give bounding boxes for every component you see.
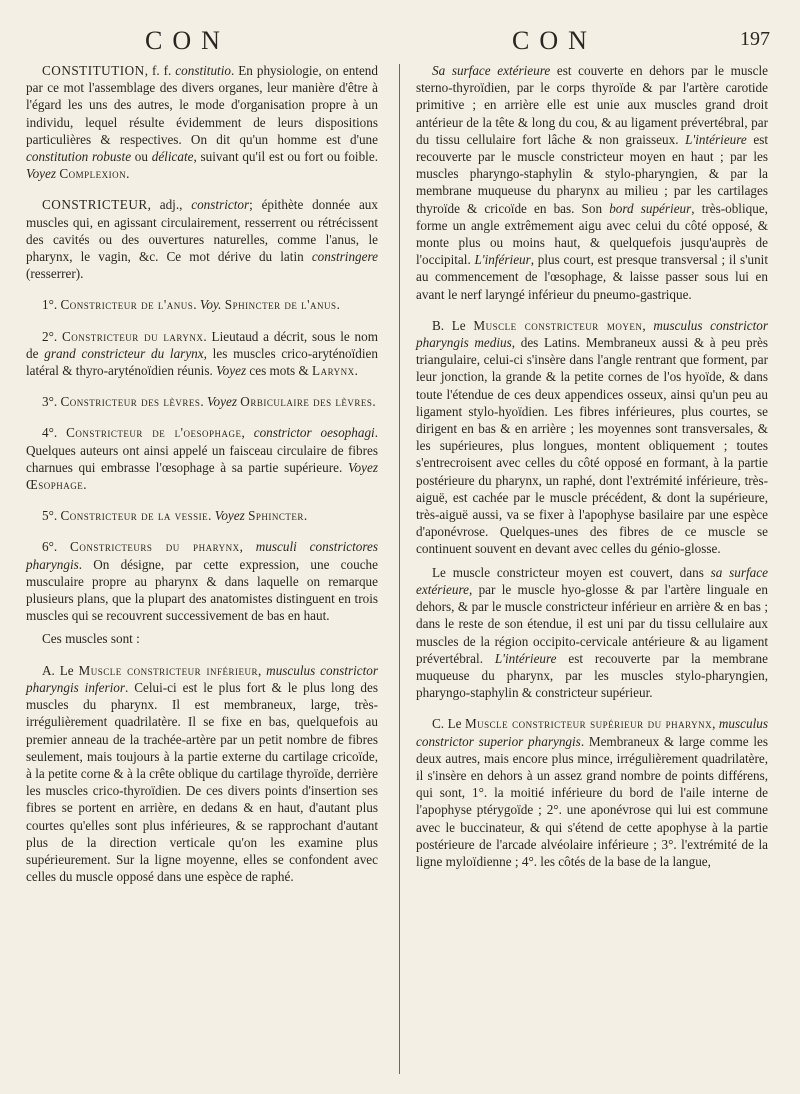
moyen-surfaces: Le muscle constricteur moyen est couvert, dans sa surface extérieure, par le muscle hyo-glosse & par l'artère linguale en dehors, & par le muscle constricteur inférieur en arrière & en bas ; dans le reste de son étendue, il est uni par du tissu cellulaire aux muscles de la région occipito-cervicale antérieure & au ligament prévertébral. L'intérieure est recouverte par la membrane muqueuse du pharynx, par les muscles stylo-pharyngien, pharyngo-staphylin & constricteur supérieur. (416, 564, 768, 701)
column-divider (399, 64, 400, 1074)
entry-constricteur: CONSTRICTEUR, adj., constrictor; épithète donnée aux muscles qui, en agissant circulairement, resserrent ou rétrécissent des cavités ou des ouvertures naturelles, comme l'anus, le pharynx, le vagin, &c. Ce mot dérive du latin constringere (resserrer). (26, 197, 378, 282)
xref-sphincter-anus[interactable]: Sphincter de l'anus (224, 297, 337, 313)
left-column (26, 62, 378, 885)
xref-oesophage[interactable]: Œsophage (26, 477, 84, 493)
inferieur-surfaces: Sa surface extérieure est couverte en dehors par le muscle sterno-thyroïdien, par le corps thyroïde & par l'artère carotide primitive ; en arrière elle est unie aux muscles grand droit antérieur de la tête & long du cou, & au ligament prévertébral, par du tissu cellulaire fort lâche & non graisseux. L'intérieure est recouverte par le muscle constricteur moyen en haut ; par les muscles pharyngo-staphylin & stylo-pharyngien, & par la membrane muqueuse du pharynx au milieu ; par les cartilages thyroïde & cricoïde en bas. Son bord supérieur, très-oblique, forme un angle extrêmement aigu avec celui du côté opposé, & monte plus ou moins haut, & quelquefois jusqu'auprès de l'occipital. L'inférieur, plus court, est presque transversal ; il s'unit au commencement de l'œsophage, & laisse passer sous lui en avant le nerf laryngé inférieur du pneumo-gastrique. (416, 63, 768, 302)
xref-larynx[interactable]: Larynx (312, 363, 355, 379)
xref-sphincter[interactable]: Sphincter (248, 508, 304, 524)
right-column (416, 62, 768, 870)
xref-complexion[interactable]: Complexion (59, 166, 127, 182)
list-intro: Ces muscles sont : (42, 631, 140, 647)
muscle-constricteur-superieur: C. Le Muscle constricteur supérieur du pharynx, musculus constrictor superior pharyngis. Membraneux & large comme les deux autres, mais encore plus mince, irrégulièrement quadrilatère, il s'insère en dehors à un assez grand nombre de points différens, qui sont, 1°. la moitié inférieure du bord de l'aile interne de l'apophyse ptérygoïde ; 2°. une aponévrose qui lui est commune avec le buccinateur, & qui s'étend de cette apophyse à la partie postérieure de l'arcade alvéolaire inférieure ; 3°. l'extrémité de la ligne myloïdienne ; 4°. les côtés de la base de la langue, (416, 716, 768, 869)
running-head-left: CON (145, 26, 230, 55)
muscle-constricteur-inferieur: A. Le Muscle constricteur inférieur, musculus constrictor pharyngis inferior. Celui-ci est le plus fort & le plus long des muscles du pharynx. Il est membraneux, large, très-irrégulièrement quadrilatère. Il se fixe en bas, quelquefois au premier anneau de la trachée-artère par un petit nombre de fibres seulement, mais toujours à la partie externe du cartilage cricoïde, à la petite corne & à la crête oblique du cartilage thyroïde, derrière les muscles crico-thyroïdien. De ces divers points d'insertion ses fibres se portent en arrière, en dedans & en haut, d'autant plus courtes qu'elles sont plus inférieures, & se rapprochant d'autant plus de la direction verticale qu'on les examine plus supérieurement. Sur la ligne moyenne, elles se confondent avec celles du muscle opposé dans une espèce de raphé. (26, 662, 379, 885)
running-head-right: CON (512, 26, 597, 55)
xref-orbiculaire[interactable]: Orbiculaire des lèvres (240, 394, 373, 410)
subentry-oesophage: 4°. Constricteur de l'oesophage, constrictor oesophagi. Quelques auteurs ont ainsi appelé un faisceau circulaire de fibres charnues qui embrasse l'œsophage à sa partie supérieure. Voyez Œsophage. (26, 425, 378, 493)
muscle-constricteur-moyen: B. Le Muscle constricteur moyen, musculus constrictor pharyngis medius, des Latins. Membraneux aussi & à peu près triangulaire, celui-ci s'insère dans l'angle rentrant que forment, par leur jonction, la grande & la petite cornes de l'os hyoïde, & dans toute l'étendue de ces deux appendices osseux, ainsi qu'un peu au ligament stylo-hyoïdien. Les fibres inférieures, plus courtes, se dirigent en bas & en arrière ; les moyennes sont transversales, & les supérieures, plus longues, montent obliquement ; toutes s'entrecroisent avec celles du côté opposé en formant, à la partie postérieure du pharynx, un raphé, dont l'extrémité inférieure, très-aiguë, est cachée par le muscle précédent, & dont la supérieure, très-aiguë aussi, va se fixer à l'apophyse basilaire par une espèce d'aponévrose. Quelques-unes des fibres de ce muscle se continuent souvent en devant avec celles du génio-glosse. (416, 317, 769, 557)
running-header (30, 18, 770, 64)
subentry-levres: 3°. Constricteur des lèvres. Voyez Orbiculaire des lèvres. (42, 394, 376, 410)
subentry-pharynx: 6°. Constricteurs du pharynx, musculi constrictores pharyngis. On désigne, par cette expression, une couche musculaire propre au pharynx & dans laquelle on remarque plusieurs plans, que la plupart des anatomistes distinguent en trois muscles qui se recouvrent successivement de bas en haut. (26, 539, 379, 624)
subentry-vessie: 5°. Constricteur de la vessie. Voyez Sphincter. (42, 508, 308, 524)
subentry-larynx: 2°. Constricteur du larynx. Lieutaud a décrit, sous le nom de grand constricteur du larynx, les muscles crico-aryténoïdien latéral & thyro-aryténoïdien réunis. Voyez ces mots & Larynx. (26, 328, 378, 379)
entry-constitution: CONSTITUTION, f. f. constitutio. En physiologie, on entend par ce mot l'assemblage des divers organes, leur manière d'être à l'égard les uns des autres, le mode d'organisation propre à un individu, lequel résulte évidemment de leurs dispositions particulières & respectives. On dit qu'un homme est d'une constitution robuste ou délicate, suivant qu'il est ou fort ou foible. Voyez Complexion. (26, 63, 378, 182)
subentry-anus: 1°. Constricteur de l'anus. Voy. Sphincter de l'anus. (42, 297, 340, 313)
page-number: 197 (740, 28, 770, 50)
